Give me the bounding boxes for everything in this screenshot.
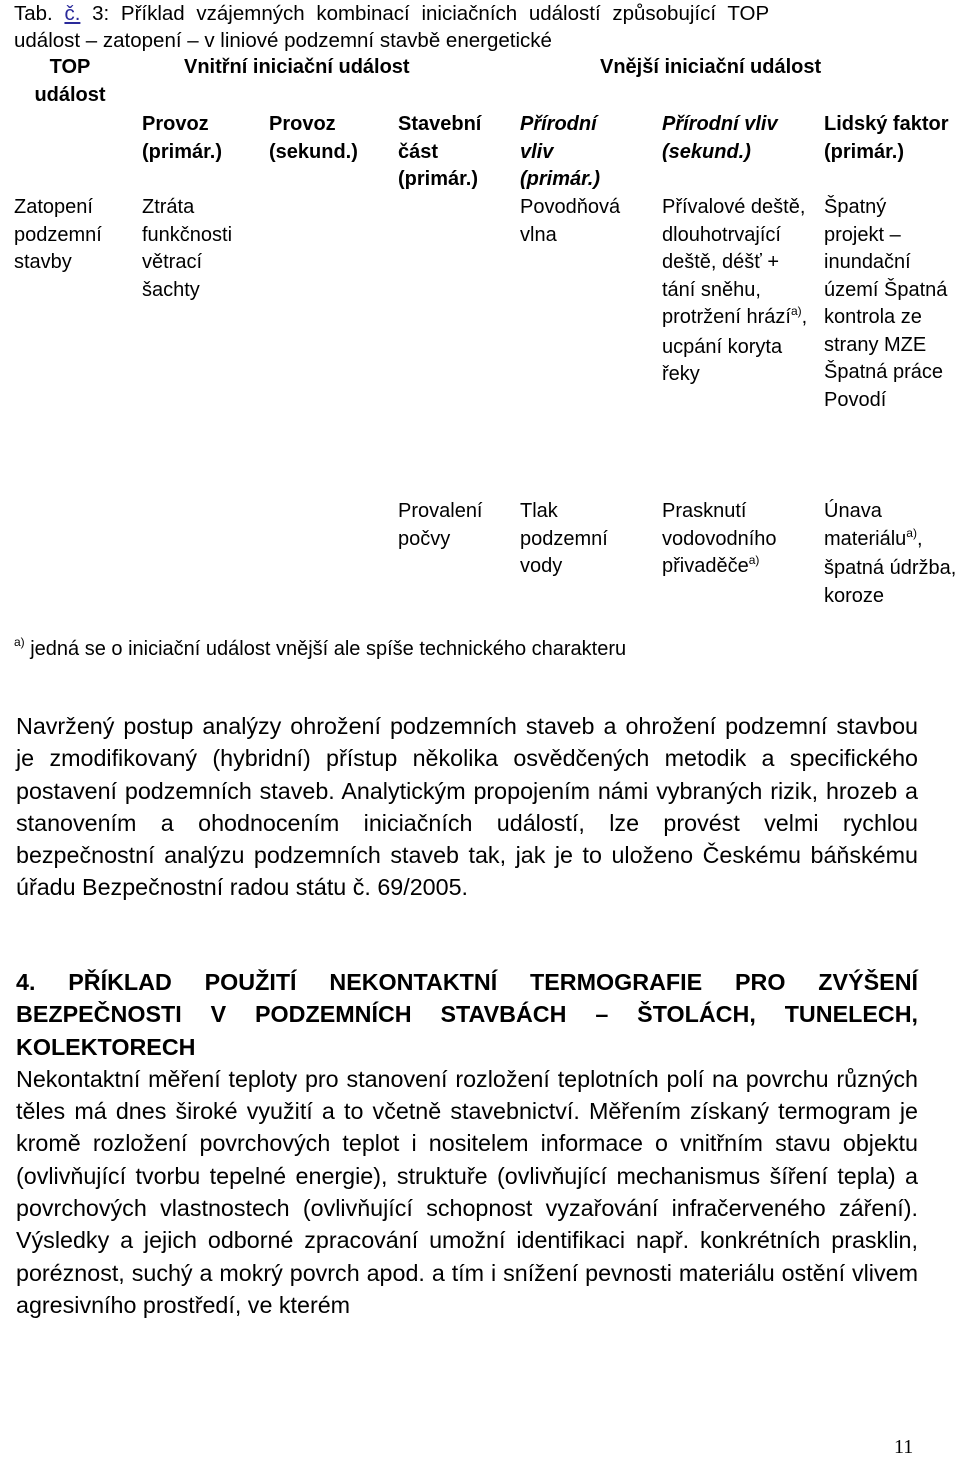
body-paragraph [16,710,918,904]
subheader-human-primary: Lidský faktor (primár.) [824,113,949,163]
header-internal: Vnitřní iniciační událost [184,56,410,78]
footnote-mark: a) [14,635,25,649]
footnote-ref-2: a) [748,553,760,567]
natural-secondary-text-2: Prasknutí vodovodního přivaděče [662,500,777,577]
header-top-event: TOP událost [34,56,106,106]
subheader-operation-primary: Provoz (primár.) [142,113,223,163]
section [16,966,918,1321]
footnote-text: jedná se o iniciační událost vnější ale spíše technického charakteru [24,638,627,660]
header-external: Vnější iniciační událost [600,56,822,78]
subheader-natural-primary: Přírodní vliv (primár.) [520,113,601,190]
natural-secondary-text-1a: Přívalové deště, dlouhotrvající deště, déšť + tání sněhu, protržení hrází [662,196,806,328]
section-paragraph: Nekontaktní měření teploty pro stanovení rozložení teplotních polí na povrchu různých těles má dnes široké využití a to včetně stavebnictví. Měřením získaný termogram je kromě rozložení povrchových teplot i nositelem informace o vnitřním stavu objektu (ovlivňující tvorbu tepelné energie), struktuře (ovlivňující mechanismus šíření tepla) a povrchových vlastnostech (ovlivňující schopnost vyzařování infračerveného záření). Výsledky a jejich odborné zpracování umožní identifikaci např. konkrétních prasklin, poréznost, suchý a mokrý povrch apod. a tím i snížení pevnosti materiálu ostění vlivem agresivního prostředí, ve kterém [16,1065,918,1318]
caption-line2: událost – zatopení – v liniové podzemní stavbě energetické [14,29,552,52]
footnote-ref-1: a) [790,304,802,318]
operation-primary-cell: Ztráta funkčnosti větrací šachty [142,196,233,301]
natural-secondary-cell-1 [662,194,812,389]
subheader-operation-secondary: Provoz (sekund.) [269,113,358,163]
event-cell: Zatopení podzemní stavby [14,196,102,273]
caption-link[interactable]: č. [64,2,81,25]
footnote-ref-3: a) [906,525,917,540]
natural-primary-cell-2: Tlak podzemní vody [520,500,608,577]
caption-prefix: Tab. [14,2,65,25]
section-heading: 4. PŘÍKLAD POUŽITÍ NEKONTAKTNÍ TERMOGRAFIE PRO ZVÝŠENÍ BEZPEČNOSTI V PODZEMNÍCH STAVBÁCH – ŠTOLÁCH, TUNELECH, KOLEKTORECH [16,969,918,1060]
human-cell-2 [824,498,960,610]
human-text-2b: , špatná údržba, koroze [824,527,957,607]
page-number: 11 [894,1436,914,1458]
body-paragraph-text: Navržený postup analýzy ohrožení podzemních staveb a ohrožení podzemní stavbou je zmodifikovaný (hybridní) přístup několika osvědčených metodik a specifického postavení podzemních staveb. Analytickým propojením námi vybraných rizik, hrozeb a stanovením a ohodnocením iniciačních událostí, lze provést velmi rychlou bezpečnostní analýzu podzemních staveb tak, jak je to uloženo Českému báňskému úřadu Bezpečnostní radou státu č. 69/2005. [16,713,918,901]
human-cell-1: Špatný projekt – inundační území Špatná kontrola ze strany MZE Špatná práce Povodí [824,196,948,411]
caption-line1: 3: Příklad vzájemných kombinací iniciačních událostí způsobující TOP [80,2,770,25]
subheader-construction-primary: Stavební část (primár.) [398,113,482,190]
natural-secondary-text-1b: , ucpání koryta řeky [662,306,808,385]
subheader-natural-secondary: Přírodní vliv (sekund.) [662,113,778,163]
human-text-2a: Únava materiálu [824,500,907,550]
construction-primary-cell-2: Provalení počvy [398,500,483,550]
natural-secondary-cell-2 [662,498,812,583]
natural-primary-cell-1: Povodňová vlna [520,196,621,246]
table-caption [14,0,894,54]
table-footnote [14,636,626,665]
